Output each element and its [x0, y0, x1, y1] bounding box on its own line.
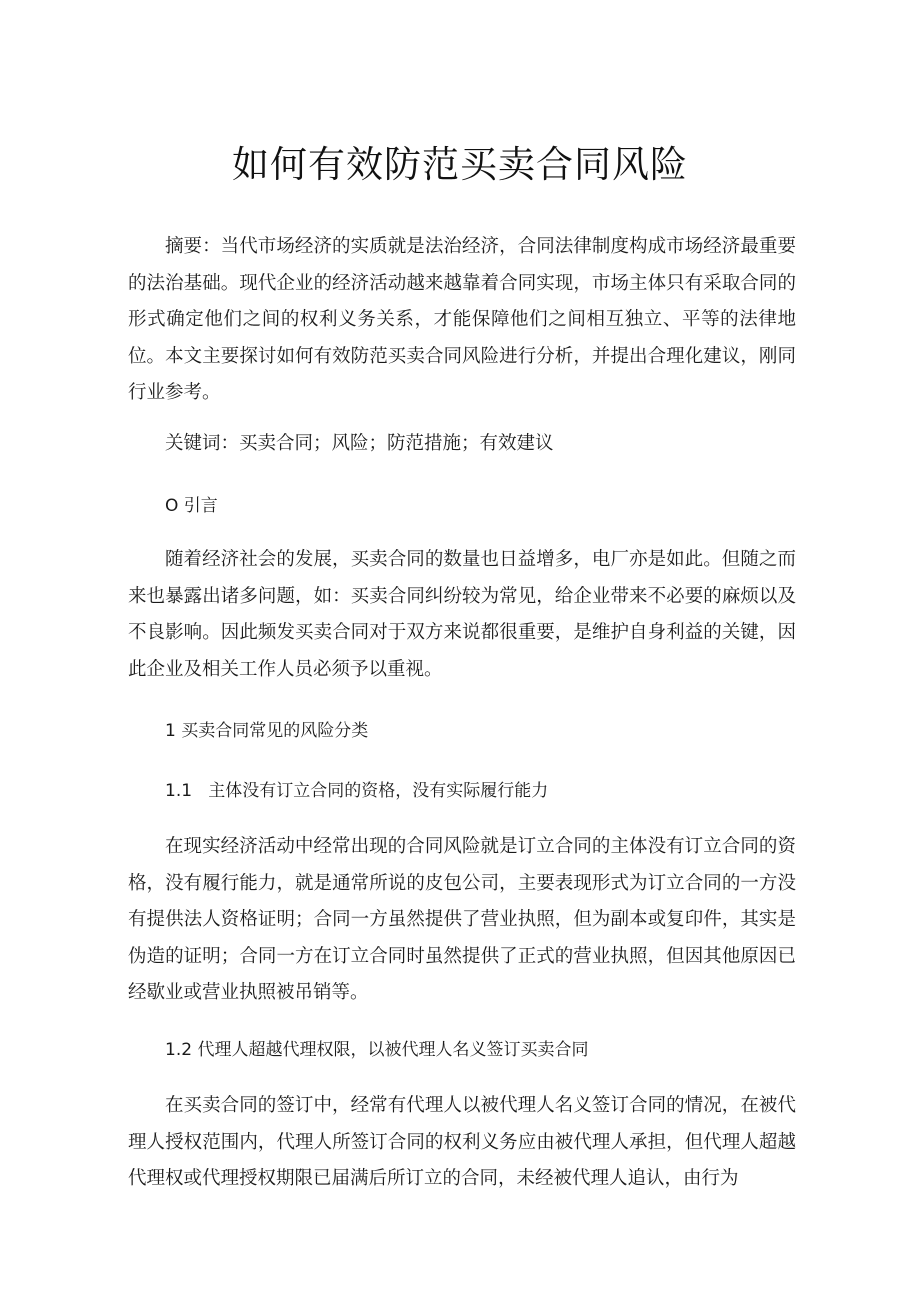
section-1-2-paragraph: 在买卖合同的签订中，经常有代理人以被代理人名义签订合同的情况，在被代理人授权范围内，代理人所签订合同的权利义务应由被代理人承担，但代理人超越代理权或代理授权期限已届满后所订立的合同，未经被代理人追认，由行为 [128, 1095, 796, 1189]
keywords-line: 关键词：买卖合同；风险；防范措施；有效建议 [165, 433, 554, 454]
abstract-paragraph: 摘要：当代市场经济的实质就是法治经济，合同法律制度构成市场经济最重要的法治基础。现代企业的经济活动越来越靠着合同实现，市场主体只有采取合同的形式确定他们之间的权利义务关系，才能保障他们之间相互独立、平等的法律地位。本文主要探讨如何有效防范买卖合同风险进行分析，并提出合理化建议，刚同行业参考。 [128, 236, 796, 403]
page-title: 如何有效防范买卖合同风险 [232, 143, 688, 186]
section-1-1-heading: 1.1 主体没有订立合同的资格，没有实际履行能力 [165, 781, 549, 801]
section-0-paragraph: 随着经济社会的发展，买卖合同的数量也日益增多，电厂亦是如此。但随之而来也暴露出诸多问题，如：买卖合同纠纷较为常见，给企业带来不必要的麻烦以及不良影响。因此频发买卖合同对于双方来说都很重要，是维护自身利益的关键，因此企业及相关工作人员必须予以重视。 [128, 549, 796, 680]
section-0-heading: O 引言 [165, 496, 218, 516]
section-1-2-heading: 1.2 代理人超越代理权限，以被代理人名义签订买卖合同 [165, 1040, 589, 1060]
section-1-heading: 1 买卖合同常见的风险分类 [165, 721, 369, 741]
section-1-1-paragraph: 在现实经济活动中经常出现的合同风险就是订立合同的主体没有订立合同的资格，没有履行能力，就是通常所说的皮包公司，主要表现形式为订立合同的一方没有提供法人资格证明；合同一方虽然提供了营业执照，但为副本或复印件，其实是伪造的证明；合同一方在订立合同时虽然提供了正式的营业执照，但因其他原因已经歇业或营业执照被吊销等。 [128, 836, 796, 1003]
